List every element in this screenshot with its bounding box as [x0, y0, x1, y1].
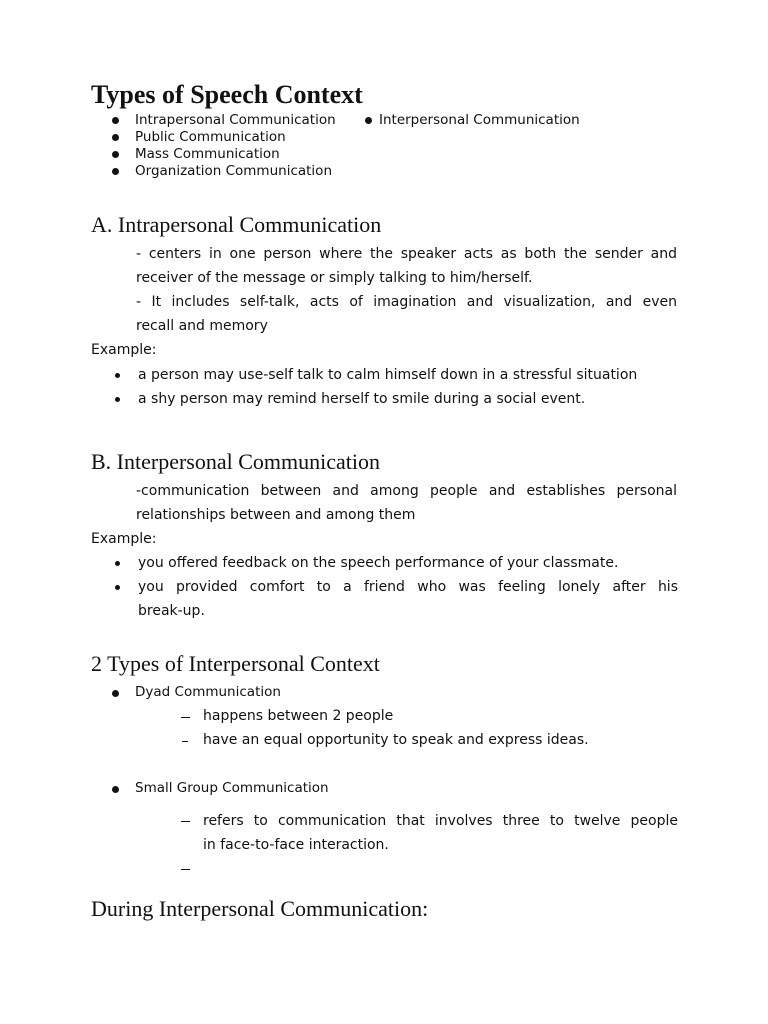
small-group-label: Small Group Communication — [135, 780, 329, 796]
intro-item-mass: Mass Communication — [135, 146, 280, 162]
interpersonal-example-continued: break-up. — [138, 603, 205, 619]
dash-icon — [181, 869, 190, 870]
intrapersonal-desc-line: receiver of the message or simply talking to him/herself. — [136, 270, 533, 286]
small-group-point-continued: in face-to-face interaction. — [203, 837, 389, 853]
dash-icon — [182, 741, 188, 742]
small-group-point: refers to communication that involves three to twelve people — [203, 813, 678, 829]
dyad-point: happens between 2 people — [203, 708, 394, 724]
bullet-icon — [112, 168, 119, 175]
example-label: Example: — [91, 342, 157, 358]
section-heading-intrapersonal: A. Intrapersonal Communication — [91, 212, 382, 237]
section-heading-interpersonal: B. Interpersonal Communication — [91, 449, 380, 474]
bullet-icon — [112, 117, 119, 124]
intrapersonal-example: a shy person may remind herself to smile during a social event. — [138, 391, 586, 407]
section-heading-types: 2 Types of Interpersonal Context — [91, 651, 380, 676]
bullet-icon — [115, 397, 120, 402]
interpersonal-example: you provided comfort to a friend who was feeling lonely after his — [138, 579, 678, 595]
page-title: Types of Speech Context — [91, 80, 363, 109]
section-heading-during: During Interpersonal Communication: — [91, 896, 429, 921]
dash-icon — [181, 821, 190, 822]
bullet-icon — [365, 117, 372, 124]
intrapersonal-example: a person may use-self talk to calm himself down in a stressful situation — [138, 367, 638, 383]
bullet-icon — [115, 373, 120, 378]
intro-item-interpersonal: Interpersonal Communication — [379, 112, 580, 128]
bullet-icon — [115, 561, 120, 566]
bullet-icon — [112, 786, 119, 793]
bullet-icon — [112, 690, 119, 697]
intro-item-intrapersonal: Intrapersonal Communication — [135, 112, 336, 128]
intro-item-organization: Organization Communication — [135, 163, 333, 179]
intrapersonal-desc-line: - It includes self-talk, acts of imagination and visualization, and even — [136, 294, 677, 310]
interpersonal-example: you offered feedback on the speech performance of your classmate. — [138, 555, 619, 571]
interpersonal-desc-line: relationships between and among them — [136, 507, 416, 523]
bullet-icon — [115, 585, 120, 590]
bullet-icon — [112, 151, 119, 158]
intrapersonal-desc-line: recall and memory — [136, 318, 268, 334]
dyad-label: Dyad Communication — [135, 684, 281, 700]
interpersonal-desc-line: -communication between and among people and establishes personal — [136, 483, 677, 499]
dash-icon — [181, 717, 190, 718]
intro-item-public: Public Communication — [135, 129, 286, 145]
dyad-point: have an equal opportunity to speak and express ideas. — [203, 732, 589, 748]
example-label: Example: — [91, 531, 157, 547]
bullet-icon — [112, 134, 119, 141]
intrapersonal-desc-line: - centers in one person where the speaker acts as both the sender and — [136, 246, 677, 262]
